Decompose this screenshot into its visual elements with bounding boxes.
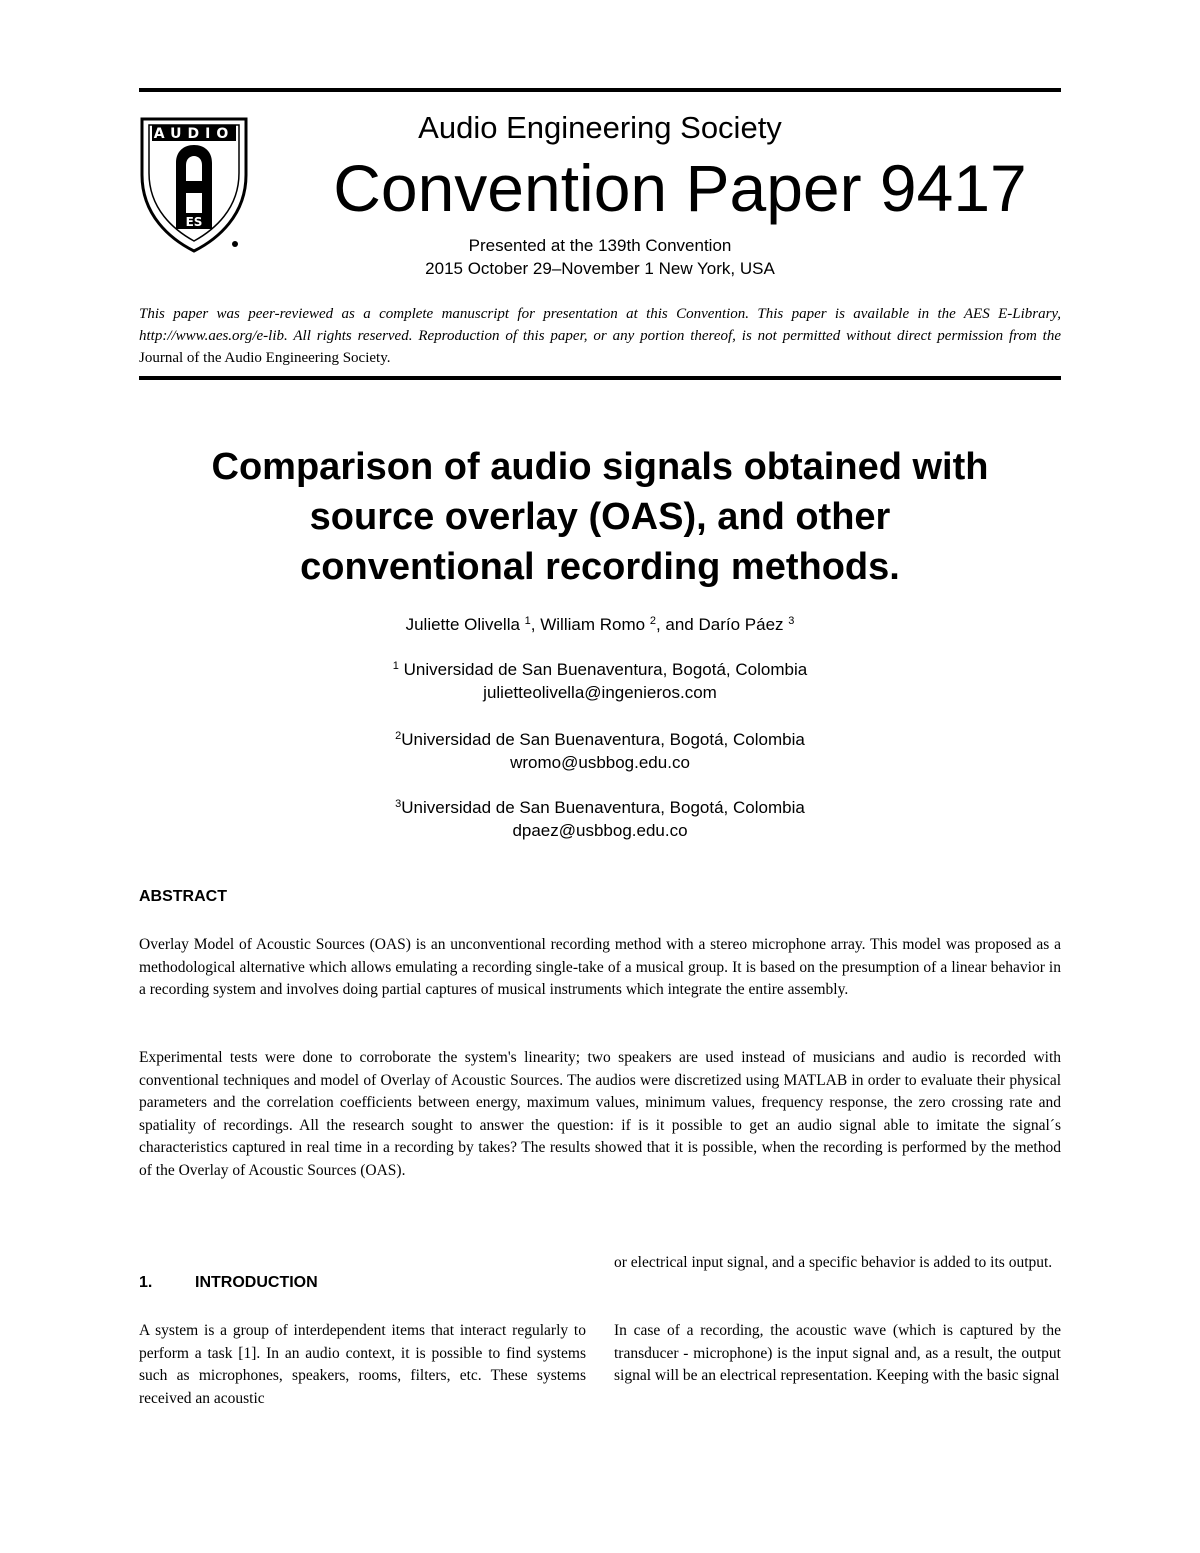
- logo-bottom-text: ES: [185, 215, 203, 229]
- author-list: Juliette Olivella $^1$, William Romo $^2$, and Darío Páez $^3$: [405, 615, 795, 634]
- abstract-paragraph: Overlay Model of Acoustic Sources (OAS) is an unconventional recording method with a stereo microphone array. This model was proposed as a methodological alternative which allows emulating a recording single-take of a musical group. It is based on the presumption of a linear behavior in a recording system and involves doing partial captures of musical instruments which integrate the entire assembly.: [139, 936, 1061, 999]
- paper-title: [100, 442, 1100, 592]
- affiliation-block: [200, 728, 1000, 774]
- affiliation-email: wromo@usbbog.edu.co: [510, 753, 690, 772]
- intro-right-paragraph: In case of a recording, the acoustic wave (which is captured by the transducer - microphone) is the input signal and, as a result, the output signal will be an electrical representation. Keeping with the basic signal: [614, 1322, 1061, 1385]
- affiliation-email: dpaez@usbbog.edu.co: [512, 821, 688, 840]
- author-name: William Romo: [540, 615, 646, 634]
- abstract-heading: ABSTRACT: [139, 888, 227, 905]
- convention-date-location: 2015 October 29–November 1 New York, USA: [425, 259, 775, 278]
- author-affiliation-mark: 3: [788, 615, 795, 627]
- affiliation-mark: 3: [395, 798, 402, 810]
- intro-left-column: A system is a group of interdependent items that interact regularly to perform a task [1]. In an audio context, it is possible to find systems such as microphones, speakers, rooms, filters, etc. These systems received an acoustic: [139, 1322, 586, 1407]
- notice-journal: Journal of the Audio Engineering Society.: [139, 350, 391, 366]
- convention-paper-number: Convention Paper 9417: [333, 151, 1027, 225]
- section-title: INTRODUCTION: [195, 1274, 318, 1291]
- author-affiliation-mark: 2: [649, 615, 656, 627]
- abstract-paragraph: Experimental tests were done to corroborate the system's linearity; two speakers are used instead of musicians and audio is recorded with conventional techniques and model of Overlay of Acoustic Sources. The audios were discretized using MATLAB in order to evaluate their physical parameters and the correlation coefficients between energy, maximum values, minimum values, frequency response, the zero crossing rate and spatiality of recordings. All the research sought to answer the question: if is it possible to get an audio signal able to imitate the signal´s characteristics captured in real time in a recording by takes? The results showed that it is possible, when the recording is performed by the method of the Overlay of Acoustic Sources (OAS).: [139, 1049, 1061, 1179]
- society-name: Audio Engineering Society: [418, 110, 782, 145]
- logo-top-text: AUDIO: [153, 126, 235, 142]
- notice-italic: This paper was peer-reviewed as a complete manuscript for presentation at this Convention. This paper is available in the AES E-Library, http://www.aes.org/e-lib. All rights reserved. Reproduction of this paper, or any portion thereof, is not permitted without direct permission from the: [139, 306, 1061, 344]
- section-number: 1.: [139, 1274, 153, 1291]
- author-affiliation-mark: 1: [524, 615, 531, 627]
- title-line: conventional recording methods.: [300, 546, 900, 588]
- author-name: Darío Páez: [698, 615, 784, 634]
- affiliation-block: [200, 658, 1000, 704]
- affiliation-institution: Universidad de San Buenaventura, Bogotá, Colombia: [401, 730, 805, 749]
- affiliation-institution: Universidad de San Buenaventura, Bogotá, Colombia: [403, 660, 808, 679]
- aes-logo: [138, 115, 250, 255]
- affiliation-institution: Universidad de San Buenaventura, Bogotá, Colombia: [401, 798, 805, 817]
- affiliation-email: julietteolivella@ingenieros.com: [483, 683, 717, 702]
- affiliation-mark: 1: [392, 660, 399, 672]
- title-line: Comparison of audio signals obtained with: [211, 446, 989, 488]
- intro-right-paragraph: or electrical input signal, and a specific behavior is added to its output.: [614, 1254, 1053, 1271]
- copyright-notice: [139, 303, 1061, 369]
- top-rule: [139, 88, 1061, 92]
- author-name: Juliette Olivella: [405, 615, 520, 634]
- bottom-rule: [139, 376, 1061, 380]
- presented-at: Presented at the 139th Convention: [468, 236, 732, 255]
- title-line: source overlay (OAS), and other: [309, 496, 891, 538]
- affiliation-block: [200, 796, 1000, 842]
- section-heading: [139, 1274, 318, 1292]
- affiliation-mark: 2: [395, 730, 402, 742]
